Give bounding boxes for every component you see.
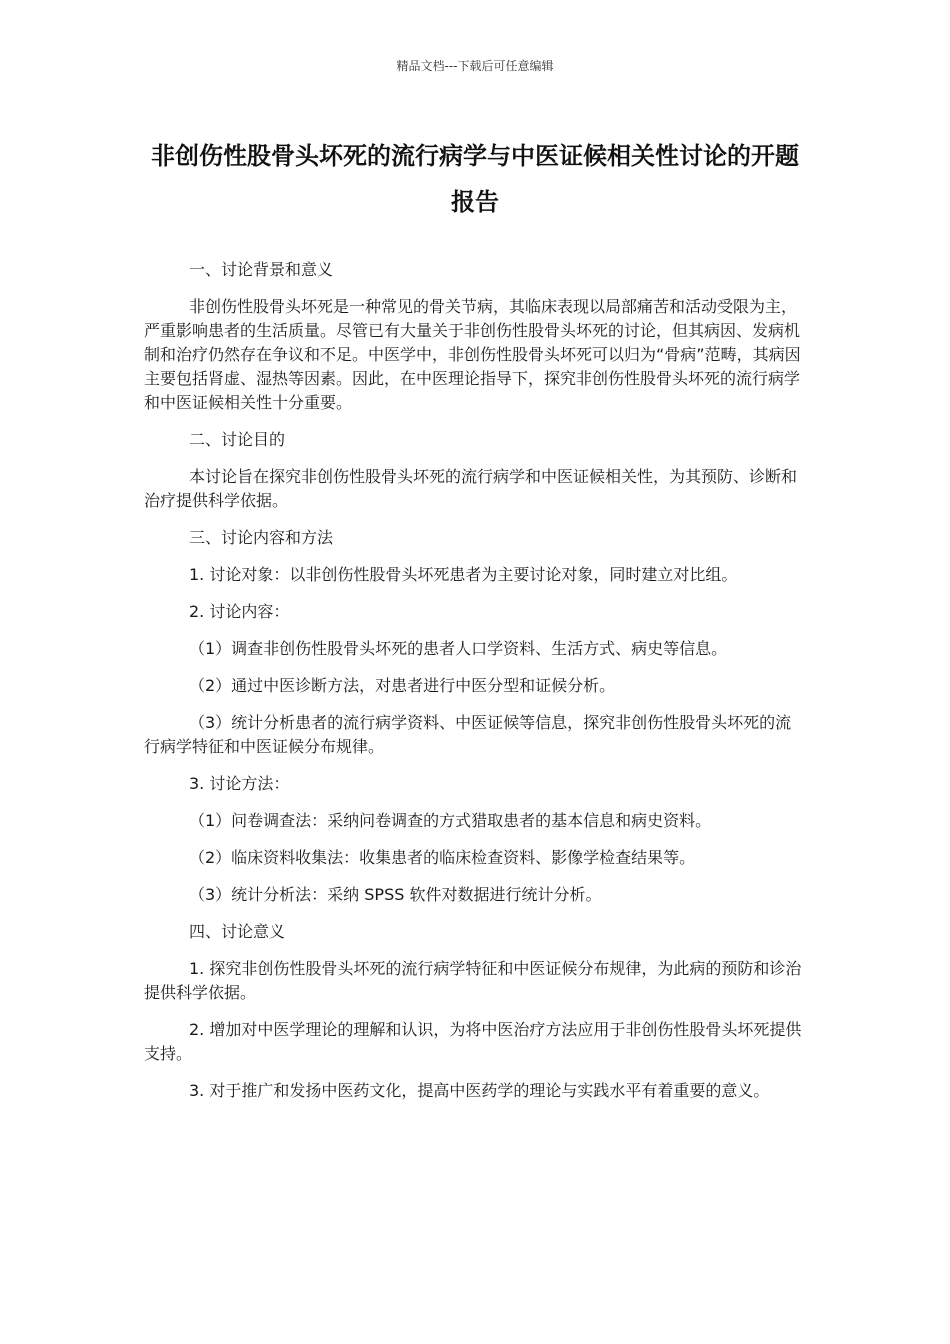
sub-list-item: （2）通过中医诊断方法，对患者进行中医分型和证候分析。: [189, 676, 616, 695]
section-heading-significance: 四、讨论意义: [189, 922, 286, 941]
section-heading-background: 一、讨论背景和意义: [189, 260, 334, 279]
sub-list-item: （1）问卷调查法：采纳问卷调查的方式猎取患者的基本信息和病史资料。: [189, 811, 712, 830]
list-item: 1. 探究非创伤性股骨头坏死的流行病学特征和中医证候分布规律，为此病的预防和诊治提供科学依据。: [144, 959, 802, 1002]
list-item: 2. 增加对中医学理论的理解和认识，为将中医治疗方法应用于非创伤性股骨头坏死提供支持。: [144, 1020, 802, 1063]
list-item: 3. 对于推广和发扬中医药文化，提高中医药学的理论与实践水平有着重要的意义。: [189, 1081, 770, 1100]
header-note: 精品文档---下载后可任意编辑: [396, 59, 554, 73]
sub-list-item: （2）临床资料收集法：收集患者的临床检查资料、影像学检查结果等。: [189, 848, 696, 867]
paragraph-purpose: 本讨论旨在探究非创伤性股骨头坏死的流行病学和中医证候相关性，为其预防、诊断和治疗提供科学依据。: [144, 467, 798, 510]
page-title: 非创伤性股骨头坏死的流行病学与中医证候相关性讨论的开题报告: [151, 142, 799, 216]
sub-list-item: （3）统计分析法：采纳 SPSS 软件对数据进行统计分析。: [189, 885, 602, 904]
sub-list-item: （1）调查非创伤性股骨头坏死的患者人口学资料、生活方式、病史等信息。: [189, 639, 728, 658]
list-item: 1. 讨论对象：以非创伤性股骨头坏死患者为主要讨论对象，同时建立对比组。: [189, 565, 738, 584]
list-item: 3. 讨论方法：: [189, 774, 290, 793]
paragraph-background: 非创伤性股骨头坏死是一种常见的骨关节病，其临床表现以局部痛苦和活动受限为主，严重影响患者的生活质量。尽管已有大量关于非创伤性股骨头坏死的讨论，但其病因、发病机制和治疗仍然存在争议和不足。中医学中，非创伤性股骨头坏死可以归为“骨病”范畴，其病因主要包括肾虚、湿热等因素。因此，在中医理论指导下，探究非创伤性股骨头坏死的流行病学和中医证候相关性十分重要。: [144, 297, 801, 412]
list-item: 2. 讨论内容：: [189, 602, 290, 621]
section-heading-content-methods: 三、讨论内容和方法: [189, 528, 334, 547]
document-body: [144, 258, 804, 1116]
section-heading-purpose: 二、讨论目的: [189, 430, 286, 449]
sub-list-item: （3）统计分析患者的流行病学资料、中医证候等信息，探究非创伤性股骨头坏死的流行病学特征和中医证候分布规律。: [144, 713, 792, 756]
